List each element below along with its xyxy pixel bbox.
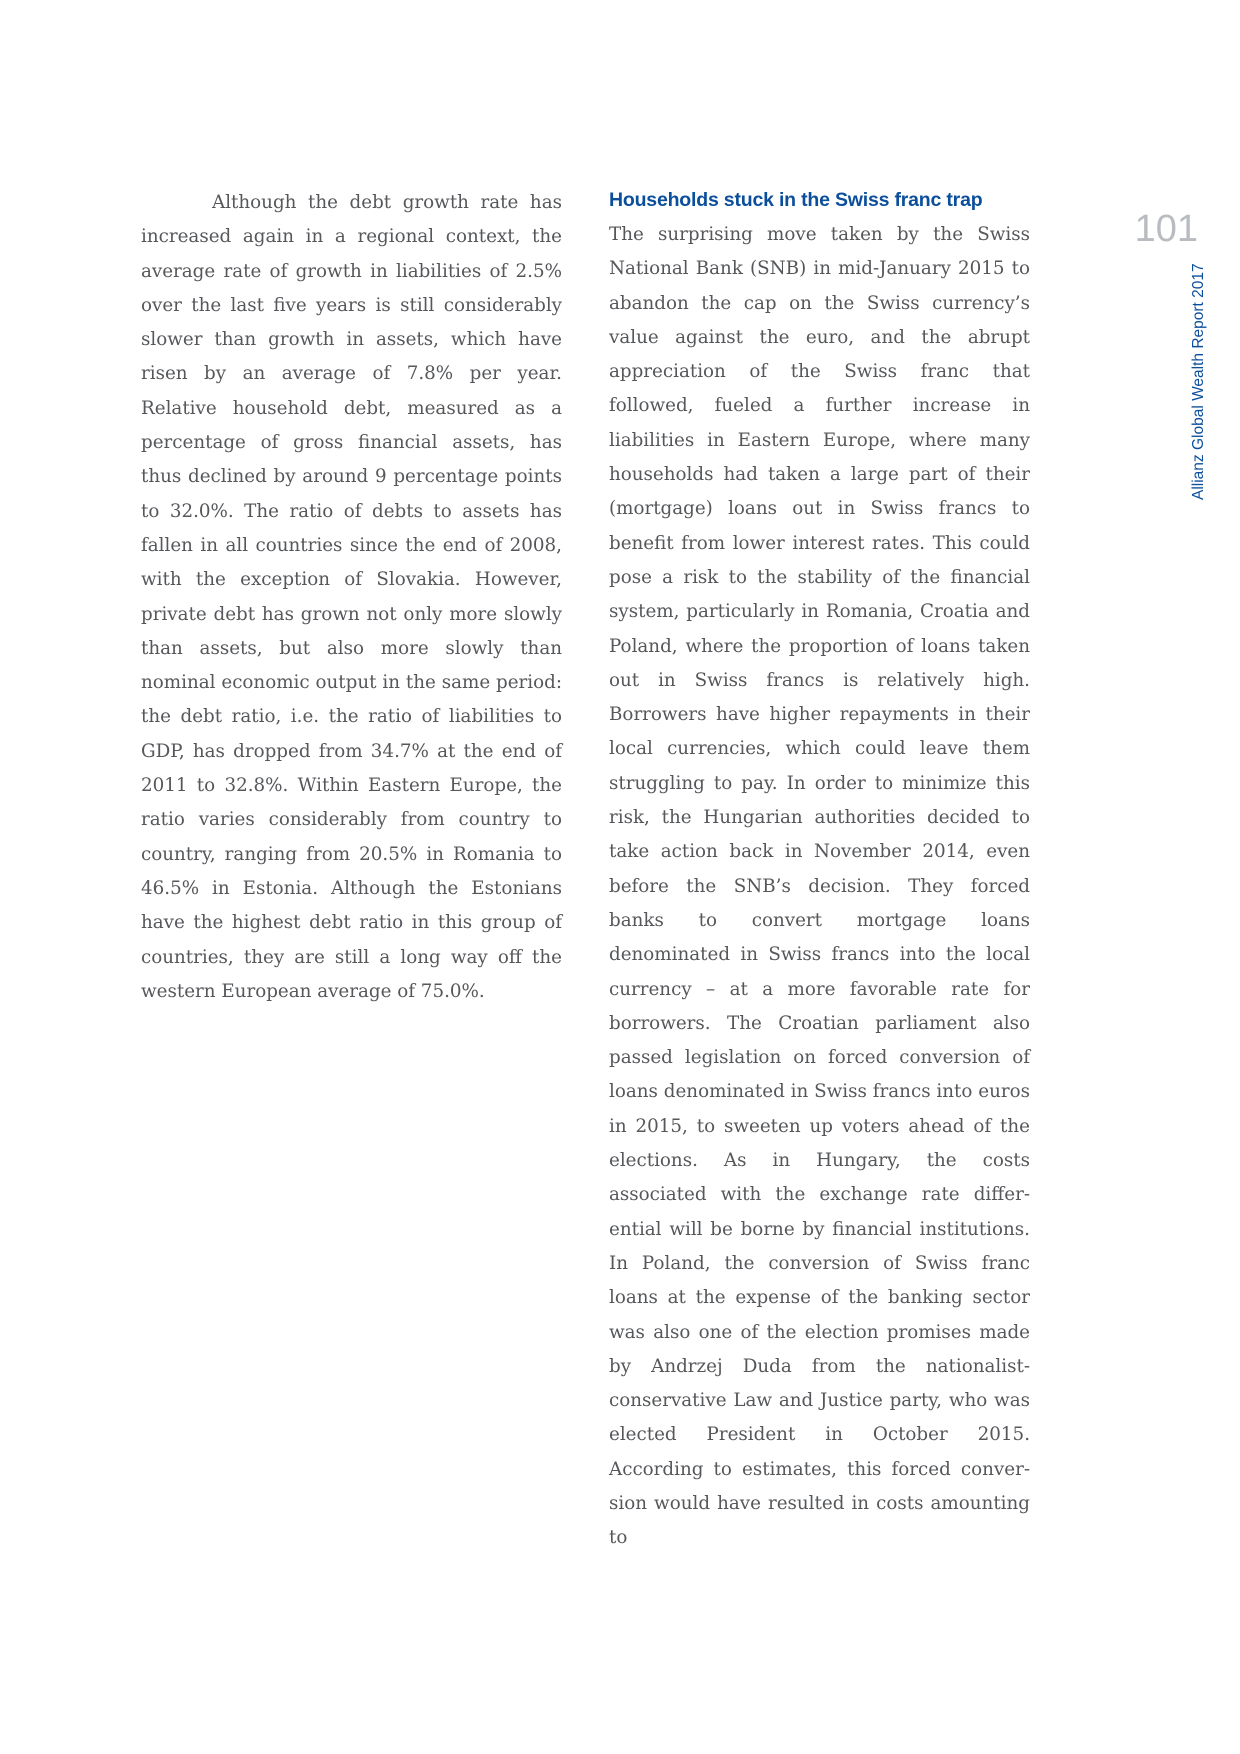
page-number: 101 [1134, 208, 1198, 250]
section-heading: Households stuck in the Swiss franc trap [609, 189, 983, 211]
body-paragraph-debt-growth: Although the debt growth rate has increased again in a regional context, the average rate of growth in liabilities of 2.5% over the last five years is still considerably slower than growth in assets, which have risen by an average of 7.8% per year. Relative household debt, measured as a percentage of gross financial assets, has thus declined by around 9 percentage points to 32.0%. The ratio of debts to assets has fallen in all countries since the end of 2008, with the exception of Slovakia. However, private debt has grown not only more slowly than assets, but also more slowly than nominal economic output in the same period: the debt ratio, i.e. the ratio of liabilities to GDP, has dropped from 34.7% at the end of 2011 to 32.8%. Within Eastern Europe, the ratio varies considerably from country to country, ranging from 20.5% in Romania to 46.5% in Estonia. Although the Estonians have the highest debt ratio in this group of countries, they are still a long way off the western European average of 75.0%. [141, 192, 562, 1002]
left-column [141, 186, 562, 1009]
body-paragraph-swiss-franc: The surprising move taken by the Swiss National Bank (SNB) in mid-January 2015 to abandon the cap on the Swiss currency’s value against the euro, and the abrupt appreciation of the Swiss franc that followed, fueled a further increase in liabilities in Eastern Europe, where many households had taken a large part of their (mortgage) loans out in Swiss francs to benefit from lower interest rates. This could pose a risk to the stability of the financial system, particularly in Romania, Croatia and Poland, where the proportion of loans taken out in Swiss francs is relatively high. Borrowers have higher repayments in their local currencies, which could leave them struggling to pay. In order to minimize this risk, the Hungarian authorities decided to take action back in November 2014, even before the SNB’s decision. They forced banks to convert mortgage loans denominated in Swiss francs into the local currency – at a more favorable rate for borrowers. The Croatian parliament also passed legislation on forced conversion of loans denominated in Swiss francs into euros in 2015, to sweeten up voters ahead of the elections. As in Hungary, the costs associated with the exchange rate differential will be borne by financial institutions. In Poland, the conversion of Swiss franc loans at the expense of the banking sector was also one of the election promises made by Andrzej Duda from the nationalist-conservative Law and Justice party, who was elected President in October 2015. According to estimates, this forced conversion would have resulted in costs amounting to [609, 224, 1030, 1549]
right-column [609, 186, 1030, 1556]
running-title: Allianz Global Wealth Report 2017 [1190, 263, 1207, 500]
